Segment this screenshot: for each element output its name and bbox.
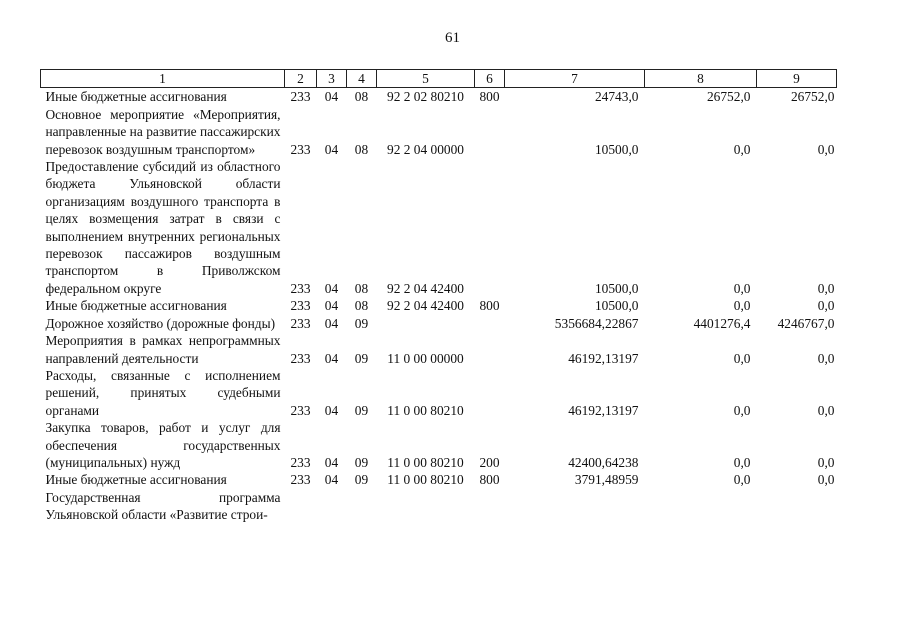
cell-amount-7: 42400,64238: [568, 454, 639, 470]
cell-amount-8: 0,0: [733, 280, 751, 296]
cell-target-article: 11 0 00 00000: [387, 350, 464, 366]
row-name: Расходы, связанные с исполнением решений, принятых судебными органами: [45, 367, 281, 418]
cell-subsection: 08: [354, 298, 369, 314]
cell-ministry: 233: [290, 472, 311, 488]
row-name: Иные бюджетные ассигнования: [45, 298, 227, 314]
cell-expense-type: [475, 367, 505, 419]
table-row: [41, 489, 837, 524]
cell-target-article: 92 2 02 80210: [387, 89, 464, 105]
cell-amount-7: 10500,0: [594, 141, 639, 157]
page-number: 61: [445, 30, 460, 46]
cell-subsection: 08: [354, 89, 369, 105]
cell-amount-7: 10500,0: [594, 298, 639, 314]
cell-expense-type: [475, 106, 505, 158]
cell-amount-9: 4246767,0: [777, 315, 835, 331]
cell-target-article: 92 2 04 42400: [387, 280, 464, 296]
budget-table: [40, 69, 837, 524]
cell-expense-type: 200: [479, 454, 500, 470]
cell-amount-9: 0,0: [817, 472, 835, 488]
cell-section: 04: [324, 280, 339, 296]
header-col-9: 9: [757, 70, 837, 88]
cell-section: 04: [324, 141, 339, 157]
row-name: Иные бюджетные ассигнования: [45, 89, 227, 105]
cell-amount-8: 4401276,4: [693, 315, 751, 331]
cell-ministry: 233: [290, 141, 311, 157]
cell-subsection: 09: [354, 350, 369, 366]
cell-amount-7: 3791,48959: [574, 472, 639, 488]
header-col-3: 3: [317, 70, 347, 88]
cell-amount-9: 0,0: [817, 454, 835, 470]
cell-target-article: 11 0 00 80210: [387, 402, 464, 418]
cell-target-article: 92 2 04 00000: [387, 141, 464, 157]
cell-amount-8: 0,0: [733, 472, 751, 488]
cell-expense-type: [475, 315, 505, 332]
cell-amount-9: 0,0: [817, 402, 835, 418]
cell-expense-type: [475, 332, 505, 367]
cell-amount-7: 5356684,22867: [554, 315, 639, 331]
cell-ministry: 233: [290, 298, 311, 314]
cell-ministry: 233: [290, 402, 311, 418]
cell-ministry: 233: [290, 454, 311, 470]
cell-subsection: 09: [354, 402, 369, 418]
cell-amount-8: 0,0: [733, 141, 751, 157]
cell-amount-8: 0,0: [733, 402, 751, 418]
table-body: [41, 88, 837, 524]
header-col-4: 4: [347, 70, 377, 88]
header-col-2: 2: [285, 70, 317, 88]
cell-section: 04: [324, 89, 339, 105]
table-row: [41, 158, 837, 297]
header-row: [41, 70, 837, 88]
cell-section: 04: [324, 315, 339, 331]
header-col-6: 6: [475, 70, 505, 88]
cell-amount-7: 10500,0: [594, 280, 639, 296]
cell-target-article: 11 0 00 80210: [387, 472, 464, 488]
cell-amount-7: 46192,13197: [568, 350, 639, 366]
table-row: [41, 419, 837, 471]
cell-target-article: [377, 315, 475, 332]
cell-amount-8: 26752,0: [706, 89, 751, 105]
cell-ministry: 233: [290, 280, 311, 296]
cell-expense-type: 800: [479, 472, 500, 488]
table-row: [41, 88, 837, 106]
cell-ministry: 233: [290, 89, 311, 105]
row-name: Предоставление субсидий из областного бюджета Ульяновской области организациям воздушного транспорта в целях возмещения затрат в связи с выполнением внутренних региональных перевозок пассажиров воздушным транспортом в Приволжском федеральном округе: [45, 159, 281, 296]
cell-ministry: [285, 489, 317, 524]
table-row: [41, 332, 837, 367]
cell-subsection: 09: [354, 454, 369, 470]
table-row: [41, 297, 837, 314]
table-row: [41, 471, 837, 488]
cell-amount-9: 0,0: [817, 298, 835, 314]
row-name: Мероприятия в рамках непрограммных направлений деятельности: [45, 333, 281, 366]
row-name: Дорожное хозяйство (дорожные фонды): [45, 315, 276, 331]
header-col-5: 5: [377, 70, 475, 88]
cell-amount-7: 46192,13197: [568, 402, 639, 418]
cell-subsection: 08: [354, 141, 369, 157]
cell-subsection: 08: [354, 280, 369, 296]
row-name: Иные бюджетные ассигнования: [45, 472, 227, 488]
table-row: [41, 106, 837, 158]
cell-amount-9: 0,0: [817, 350, 835, 366]
row-name: Основное мероприятие «Мероприятия, направленные на развитие пассажирских перевозок воздушным транспортом»: [45, 106, 281, 157]
cell-ministry: 233: [290, 315, 311, 331]
cell-target-article: 11 0 00 80210: [387, 454, 464, 470]
cell-section: 04: [324, 472, 339, 488]
cell-amount-9: [757, 489, 837, 524]
header-col-8: 8: [645, 70, 757, 88]
cell-section: 04: [324, 402, 339, 418]
cell-section: 04: [324, 350, 339, 366]
table-row: [41, 367, 837, 419]
cell-amount-9: 0,0: [817, 280, 835, 296]
cell-ministry: 233: [290, 350, 311, 366]
cell-amount-8: [645, 489, 757, 524]
cell-section: [317, 489, 347, 524]
cell-amount-9: 26752,0: [790, 89, 835, 105]
table-header: [41, 70, 837, 88]
header-col-1: 1: [41, 70, 285, 88]
cell-section: 04: [324, 454, 339, 470]
cell-amount-8: 0,0: [733, 350, 751, 366]
cell-amount-7: [505, 489, 645, 524]
cell-amount-8: 0,0: [733, 454, 751, 470]
cell-target-article: [377, 489, 475, 524]
cell-expense-type: [475, 158, 505, 297]
cell-expense-type: 800: [479, 89, 500, 105]
cell-subsection: [347, 489, 377, 524]
cell-expense-type: 800: [479, 298, 500, 314]
cell-amount-7: 24743,0: [594, 89, 639, 105]
cell-target-article: 92 2 04 42400: [387, 298, 464, 314]
header-col-7: 7: [505, 70, 645, 88]
row-name: Закупка товаров, работ и услуг для обеспечения государственных (муниципальных) нужд: [45, 420, 281, 470]
cell-amount-9: 0,0: [817, 141, 835, 157]
row-name: Государственная программа Ульяновской области «Развитие строи-: [45, 489, 281, 523]
cell-section: 04: [324, 298, 339, 314]
cell-subsection: 09: [354, 472, 369, 488]
cell-subsection: 09: [354, 315, 369, 331]
cell-amount-8: 0,0: [733, 298, 751, 314]
table-row: [41, 315, 837, 332]
cell-expense-type: [475, 489, 505, 524]
